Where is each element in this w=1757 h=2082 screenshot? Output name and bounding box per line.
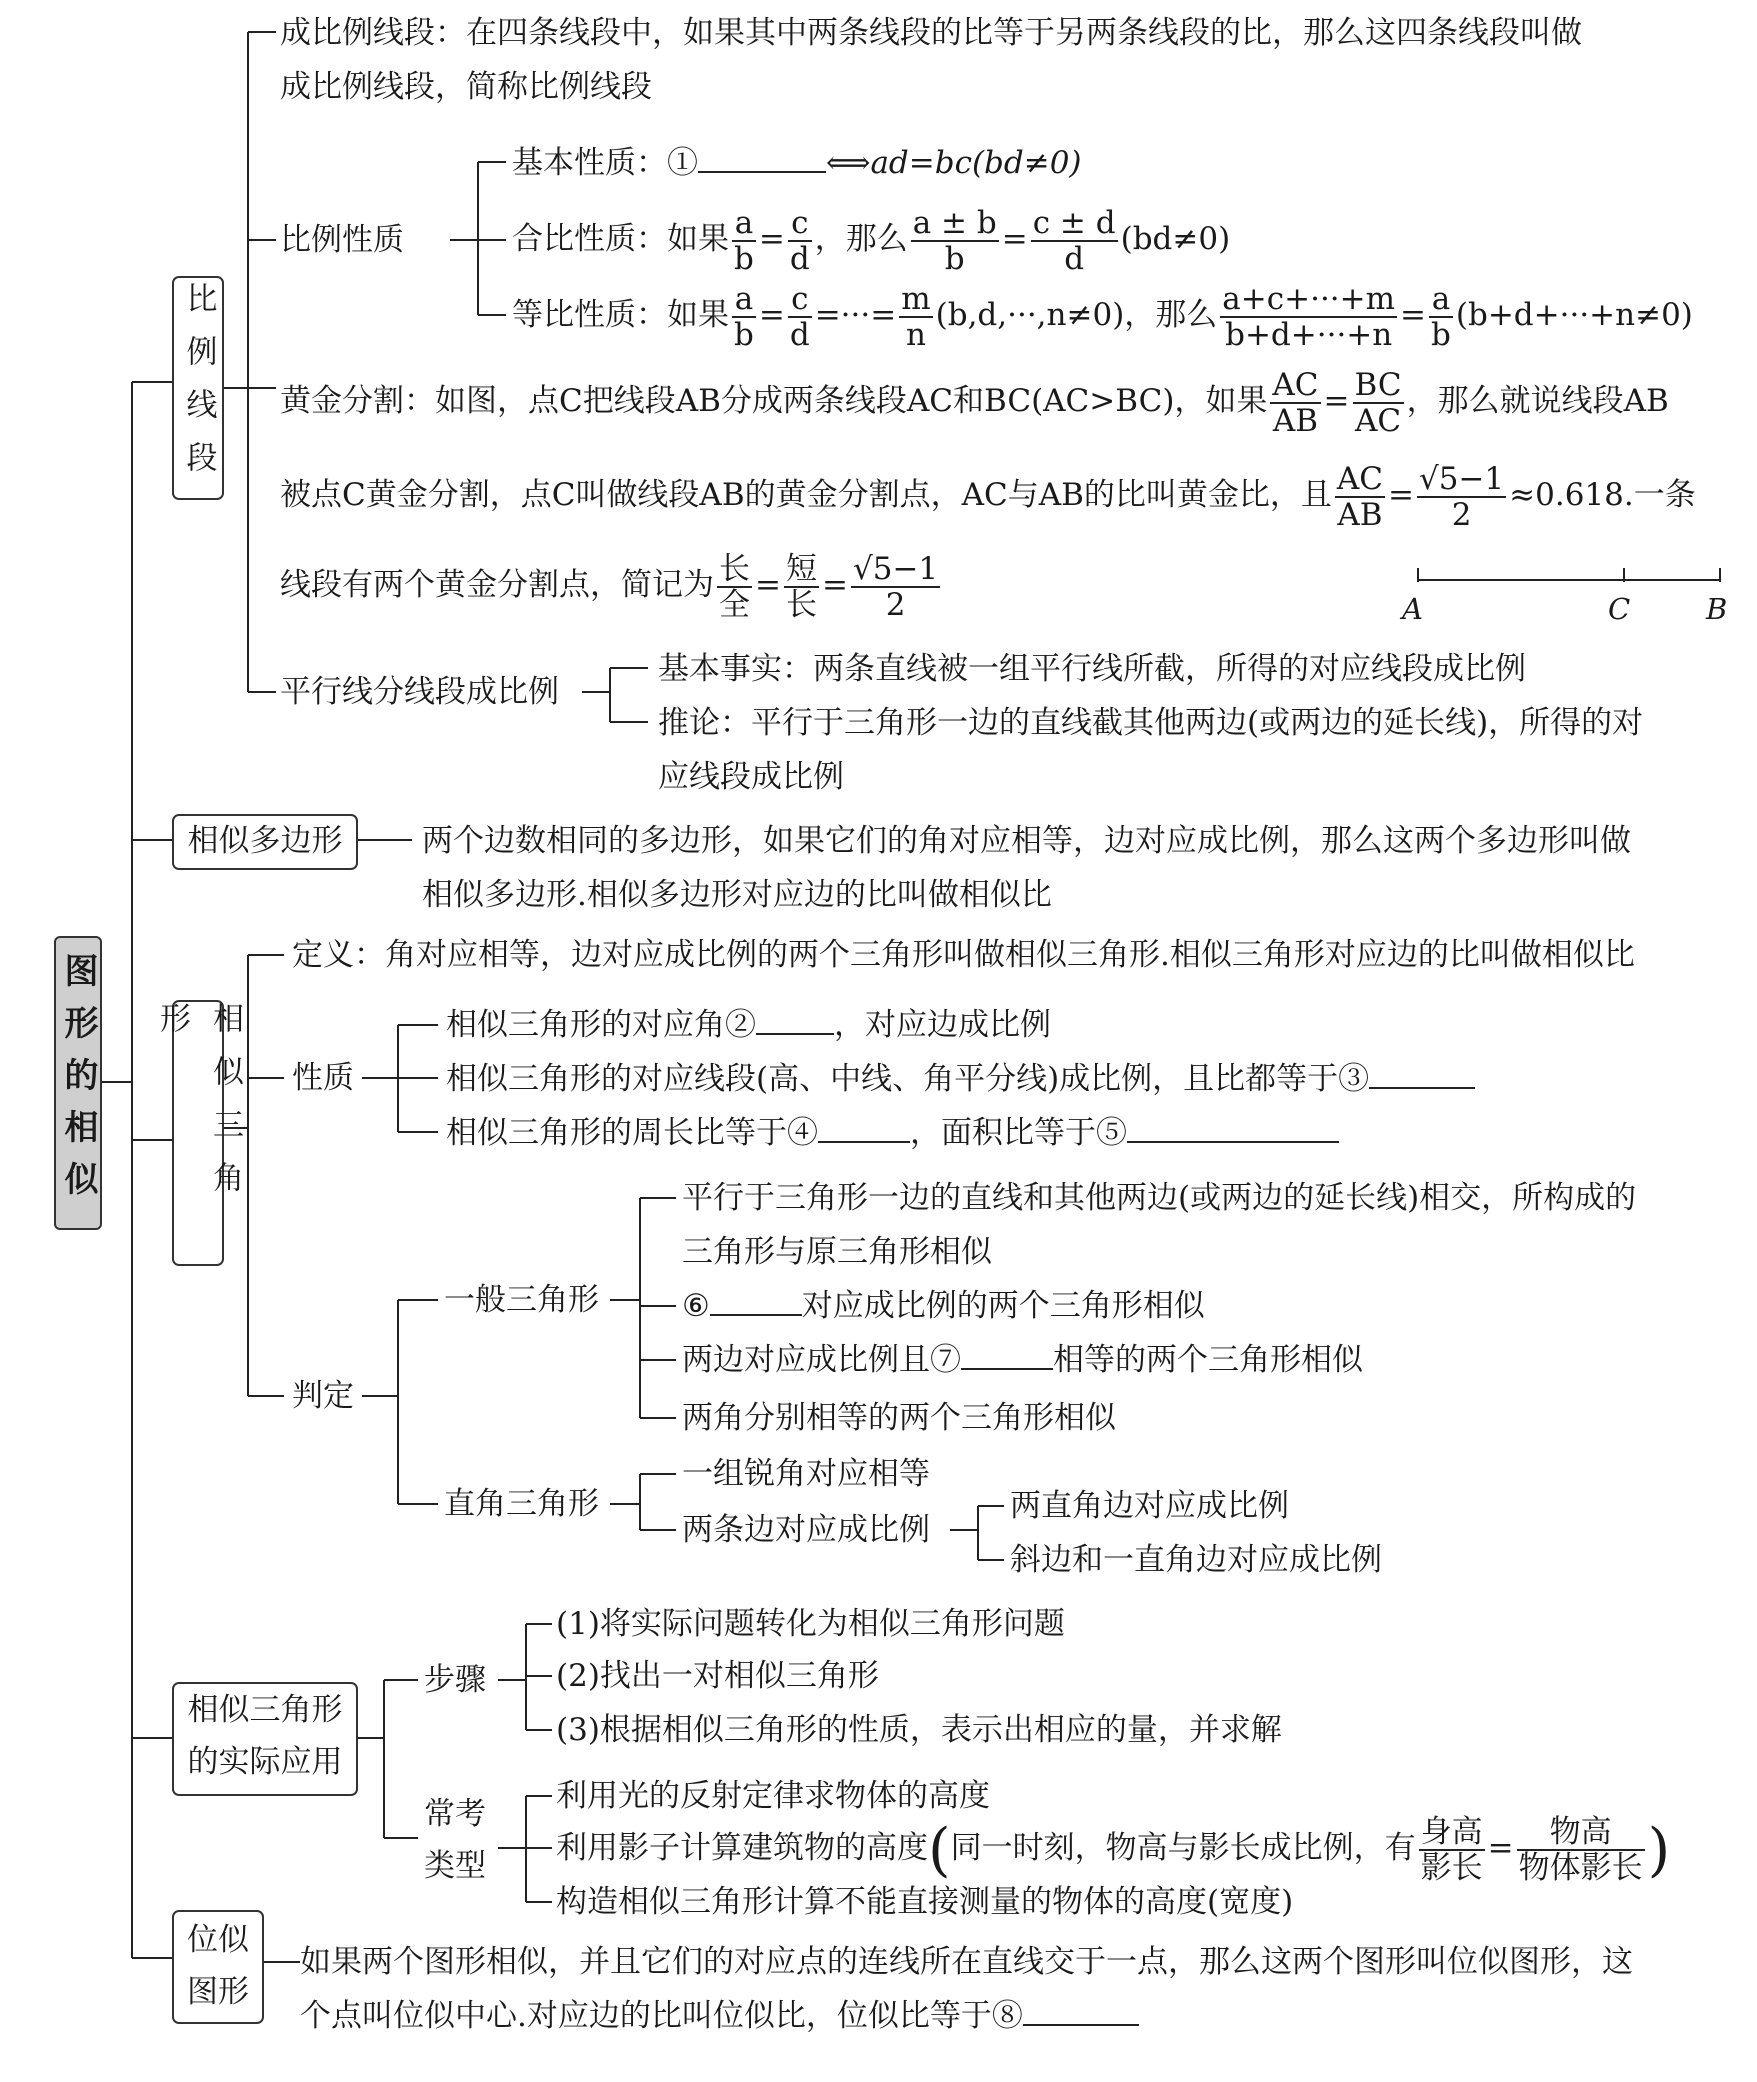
- blank-4: [818, 1107, 910, 1143]
- equal-cond2: (b+d+···+n≠0): [1455, 297, 1693, 333]
- branch5-label: 位似图形: [187, 1922, 249, 2010]
- triangle-property-2: 相似三角形的对应线段(高、中线、角平分线)成比例，且比都等于③: [446, 1052, 1475, 1106]
- frac-height-shadow: 身高 影长: [1420, 1813, 1483, 1886]
- general-triangle-label: 一般三角形: [444, 1282, 599, 1318]
- equal-ratio-property: 等比性质：如果 $\frac{a}{b}$ = $\frac{c}{d}$ =···= $\frac{m}{n}$ (b,d,···,n≠0)，那么 $\frac{a+c+\cdot\cdot\cdot+m}{b+d+\cdot\cdot\cdot+n}$ = $\frac{a}{b}$ (b+d+···+n≠0): [512, 280, 1693, 353]
- type-2: 利用影子计算建筑物的高度(同一时刻，物高与影长成比例，有 身高 影长 = 物高 物体影长 ): [556, 1813, 1671, 1886]
- proportional-segment-def-2: 成比例线段，简称比例线段: [280, 69, 652, 105]
- equal-prefix: 等比性质：如果: [512, 297, 729, 333]
- right-judgement-2b: 斜边和一直角边对应成比例: [1010, 1542, 1382, 1578]
- branch4-label-1: 相似三角形: [187, 1692, 343, 1728]
- types-label-2: 类型: [424, 1848, 486, 1884]
- golden-section-line-2: 被点C黄金分割，点C叫做线段AB的黄金分割点，AC与AB的比叫黄金比，且 $\frac{AC}{AB}$ = $\frac{√5-1}{2}$ ≈0.618.一条: [280, 460, 1696, 533]
- branch1-label: 比例线段: [180, 282, 217, 494]
- compound-cond: (bd≠0): [1120, 221, 1231, 257]
- triangle-properties-label: 性质: [292, 1060, 354, 1096]
- equal-cond1: (b,d,···,n≠0)，那么: [935, 297, 1218, 333]
- general-judgement-1b: 三角形与原三角形相似: [682, 1234, 992, 1270]
- general-judgement-3: 两边对应成比例且⑦ 相等的两个三角形相似: [682, 1333, 1363, 1387]
- branch-practical-application: [172, 1682, 358, 1796]
- frac-golden-2: $\frac{√5-1}{2}$: [852, 550, 939, 623]
- compound-property: 合比性质：如果 $\frac{a}{b}$ = $\frac{c}{d}$ ，那么 $\frac{a \pm b}{b}$ = $\frac{c \pm d}{d}$ (bd≠0): [512, 204, 1231, 277]
- blank-6: [710, 1280, 802, 1316]
- frac-ac-ab: $\frac{AC}{AB}$: [1272, 366, 1319, 439]
- frac-apb-b: $\frac{a \pm b}{b}$: [912, 204, 997, 277]
- homothetic-def-2: 个点叫位似中心.对应边的比叫位似比，位似比等于⑧: [300, 1989, 1139, 2043]
- parallel-corollary-2: 应线段成比例: [658, 759, 844, 795]
- parallel-corollary-1: 推论：平行于三角形一边的直线截其他两边(或两边的延长线)，所得的对: [658, 705, 1644, 741]
- branch-similar-polygons: 相似多边形: [172, 814, 358, 870]
- parallel-basic-fact: 基本事实：两条直线被一组平行线所截，所得的对应线段成比例: [658, 651, 1526, 687]
- branch-similar-triangles: [154, 1000, 243, 1266]
- blank-7: [961, 1334, 1053, 1370]
- type-1: 利用光的反射定律求物体的高度: [556, 1778, 990, 1814]
- type-3: 构造相似三角形计算不能直接测量的物体的高度(宽度): [556, 1884, 1294, 1920]
- golden-l3a: 线段有两个黄金分割点，简记为: [280, 567, 714, 603]
- triangle-property-1: 相似三角形的对应角② ，对应边成比例: [446, 998, 1051, 1052]
- general-judgement-1a: 平行于三角形一边的直线和其他两边(或两边的延长线)相交，所构成的: [682, 1180, 1637, 1216]
- blank-5: [1127, 1107, 1339, 1143]
- blank-1: [698, 137, 826, 173]
- branch3-label: 相似三角形: [154, 1002, 243, 1214]
- proportional-segment-def-1: 成比例线段：在四条线段中，如果其中两条线段的比等于另两条线段的比，那么这四条线段叫做: [280, 15, 1582, 51]
- parallel-lines-label: 平行线分线段成比例: [280, 674, 559, 710]
- homothetic-def-1: 如果两个图形相似，并且它们的对应点的连线所在直线交于一点，那么这两个图形叫位似图形，这: [300, 1944, 1633, 1980]
- frac-obj-height-shadow: 物高 物体影长: [1518, 1813, 1643, 1886]
- triangle-property-3: 相似三角形的周长比等于④ ，面积比等于⑤: [446, 1106, 1339, 1160]
- step-2: (2)找出一对相似三角形: [556, 1658, 879, 1694]
- right-judgement-2: 两条边对应成比例: [682, 1512, 930, 1548]
- golden-l1b: ，那么就说线段AB: [1406, 383, 1669, 419]
- blank-3: [1369, 1053, 1475, 1089]
- golden-section-line-3: 线段有两个黄金分割点，简记为 长 全 = 短 长 = $\frac{√5-1}{2}$: [280, 550, 939, 623]
- root-label: 图形的相似: [58, 953, 98, 1213]
- frac-a-b-2: $\frac{a}{b}$: [734, 280, 754, 353]
- basic-property-suffix: ⟺ad=bc(bd≠0): [826, 145, 1082, 181]
- root-node: [54, 936, 102, 1230]
- step-3: (3)根据相似三角形的性质，表示出相应的量，并求解: [556, 1712, 1282, 1748]
- point-b-label: B: [1706, 592, 1728, 626]
- basic-property: [512, 136, 1082, 190]
- proportion-properties-label: 比例性质: [280, 222, 404, 258]
- branch-proportional-segments: [172, 276, 224, 500]
- frac-long-whole: 长 全: [719, 550, 750, 623]
- blank-8: [1023, 1990, 1139, 2026]
- steps-label: 步骤: [424, 1662, 486, 1698]
- compound-mid: ，那么: [814, 221, 908, 257]
- golden-l2b: ≈0.618.一条: [1509, 477, 1696, 513]
- right-judgement-1: 一组锐角对应相等: [682, 1456, 930, 1492]
- step-1: (1)将实际问题转化为相似三角形问题: [556, 1606, 1065, 1642]
- basic-property-prefix: 基本性质：①: [512, 145, 698, 181]
- frac-cpd-d: $\frac{c \pm d}{d}$: [1032, 204, 1116, 277]
- blank-2: [756, 999, 834, 1035]
- right-judgement-2a: 两直角边对应成比例: [1010, 1488, 1289, 1524]
- frac-ac-ab-2: $\frac{AC}{AB}$: [1336, 460, 1383, 533]
- frac-short-long: 短 长: [785, 550, 817, 623]
- frac-c-d: $\frac{c}{d}$: [789, 204, 810, 277]
- frac-a-b: $\frac{a}{b}$: [734, 204, 754, 277]
- frac-m-n: $\frac{m}{n}$: [901, 280, 931, 353]
- general-judgement-4: 两角分别相等的两个三角形相似: [682, 1400, 1116, 1436]
- point-c-label: C: [1608, 592, 1631, 626]
- golden-l1a: 黄金分割：如图，点C把线段AB分成两条线段AC和BC(AC>BC)，如果: [280, 383, 1268, 419]
- branch-homothetic-figures: [172, 1910, 264, 2024]
- frac-bc-ac: $\frac{BC}{AC}$: [1354, 366, 1402, 439]
- judgement-label: 判定: [292, 1378, 354, 1414]
- branch4-label-2: 的实际应用: [187, 1744, 343, 1780]
- right-triangle-label: 直角三角形: [444, 1486, 599, 1522]
- similar-polygons-def-1: 两个边数相同的多边形，如果它们的角对应相等，边对应成比例，那么这两个多边形叫做: [422, 823, 1631, 859]
- golden-l2a: 被点C黄金分割，点C叫做线段AB的黄金分割点，AC与AB的比叫黄金比，且: [280, 477, 1332, 513]
- general-judgement-2: ⑥ 对应成比例的两个三角形相似: [682, 1279, 1205, 1333]
- frac-c-d-2: $\frac{c}{d}$: [789, 280, 810, 353]
- types-label-1: 常考: [424, 1796, 486, 1832]
- frac-sum: $\frac{a+c+\cdot\cdot\cdot+m}{b+d+\cdot\cdot\cdot+n}$: [1222, 280, 1396, 353]
- similar-triangles-definition: 定义：角对应相等，边对应成比例的两个三角形叫做相似三角形.相似三角形对应边的比叫做相似比: [292, 937, 1635, 973]
- frac-a-b-3: $\frac{a}{b}$: [1431, 280, 1451, 353]
- point-a-label: A: [1402, 592, 1423, 626]
- frac-golden: $\frac{√5-1}{2}$: [1418, 460, 1505, 533]
- golden-section-line-1: 黄金分割：如图，点C把线段AB分成两条线段AC和BC(AC>BC)，如果 $\frac{AC}{AB}$ = $\frac{BC}{AC}$ ，那么就说线段AB: [280, 366, 1669, 439]
- compound-prefix: 合比性质：如果: [512, 221, 729, 257]
- similar-polygons-def-2: 相似多边形.相似多边形对应边的比叫做相似比: [422, 877, 1052, 913]
